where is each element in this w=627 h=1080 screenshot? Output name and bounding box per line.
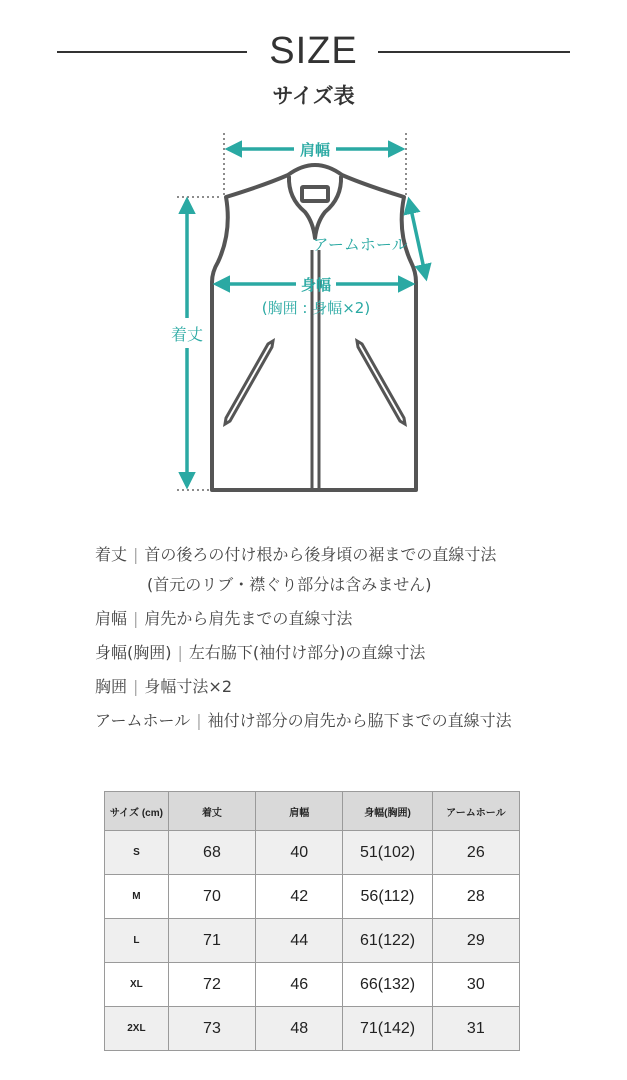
- cell-armhole: 29: [432, 919, 519, 963]
- table-header-row: [105, 792, 520, 831]
- separator: |: [133, 677, 139, 696]
- col-header-body-width: 身幅(胸囲): [343, 792, 432, 831]
- desc-text: 肩先から肩先までの直線寸法: [144, 609, 353, 628]
- desc-length-note: (首元のリブ・襟ぐり部分は含みません): [147, 575, 432, 594]
- cell-shoulder: 44: [256, 919, 343, 963]
- col-header-size: サイズ (cm): [105, 792, 169, 831]
- desc-text: 左右脇下(袖付け部分)の直線寸法: [188, 643, 426, 662]
- desc-armhole: [95, 706, 575, 740]
- desc-term: 着丈: [95, 545, 128, 564]
- desc-body-width: [95, 638, 575, 672]
- desc-chest: [95, 672, 575, 706]
- label-chest-note: (胸囲 : 身幅×2): [261, 299, 371, 317]
- measurement-descriptions: [95, 540, 575, 740]
- cell-body-width: 61(122): [343, 919, 432, 963]
- desc-term: 身幅(胸囲): [95, 643, 172, 662]
- cell-length: 73: [168, 1007, 255, 1051]
- desc-length: [95, 540, 575, 574]
- cell-length: 72: [168, 963, 255, 1007]
- cell-length: 68: [168, 831, 255, 875]
- label-length: 着丈: [170, 325, 204, 344]
- cell-length: 70: [168, 875, 255, 919]
- cell-armhole: 30: [432, 963, 519, 1007]
- cell-armhole: 26: [432, 831, 519, 875]
- desc-term: 胸囲: [95, 677, 128, 696]
- cell-size: M: [105, 875, 169, 919]
- label-body-width: 身幅: [300, 276, 332, 294]
- vest-outline: [212, 165, 416, 490]
- cell-size: S: [105, 831, 169, 875]
- col-header-length: 着丈: [168, 792, 255, 831]
- cell-size: L: [105, 919, 169, 963]
- cell-armhole: 31: [432, 1007, 519, 1051]
- col-header-shoulder: 肩幅: [256, 792, 343, 831]
- table-row: [105, 875, 520, 919]
- cell-body-width: 71(142): [343, 1007, 432, 1051]
- cell-shoulder: 40: [256, 831, 343, 875]
- separator: |: [177, 643, 183, 662]
- label-shoulder-width: 肩幅: [299, 141, 331, 159]
- cell-size: 2XL: [105, 1007, 169, 1051]
- cell-body-width: 66(132): [343, 963, 432, 1007]
- desc-shoulder: [95, 604, 575, 638]
- table-row: [105, 1007, 520, 1051]
- page-title: SIZE: [269, 30, 358, 72]
- desc-term: 肩幅: [95, 609, 128, 628]
- cell-shoulder: 46: [256, 963, 343, 1007]
- cell-shoulder: 42: [256, 875, 343, 919]
- cell-shoulder: 48: [256, 1007, 343, 1051]
- cell-armhole: 28: [432, 875, 519, 919]
- page-subtitle: サイズ表: [272, 84, 355, 108]
- vest-measurement-diagram: [0, 120, 627, 500]
- cell-length: 71: [168, 919, 255, 963]
- desc-text: 身幅寸法×2: [144, 677, 232, 696]
- cell-body-width: 51(102): [343, 831, 432, 875]
- table-row: [105, 831, 520, 875]
- table-row: [105, 963, 520, 1007]
- desc-text: 首の後ろの付け根から後身頃の裾までの直線寸法: [144, 545, 497, 564]
- desc-text: 袖付け部分の肩先から脇下までの直線寸法: [207, 711, 512, 730]
- label-armhole: アームホール: [312, 235, 408, 254]
- header-rule-right: [378, 51, 570, 53]
- size-table: [104, 791, 520, 1051]
- desc-term: アームホール: [95, 711, 191, 730]
- separator: |: [133, 609, 139, 628]
- col-header-armhole: アームホール: [432, 792, 519, 831]
- cell-body-width: 56(112): [343, 875, 432, 919]
- table-row: [105, 919, 520, 963]
- separator: |: [196, 711, 202, 730]
- cell-size: XL: [105, 963, 169, 1007]
- separator: |: [133, 545, 139, 564]
